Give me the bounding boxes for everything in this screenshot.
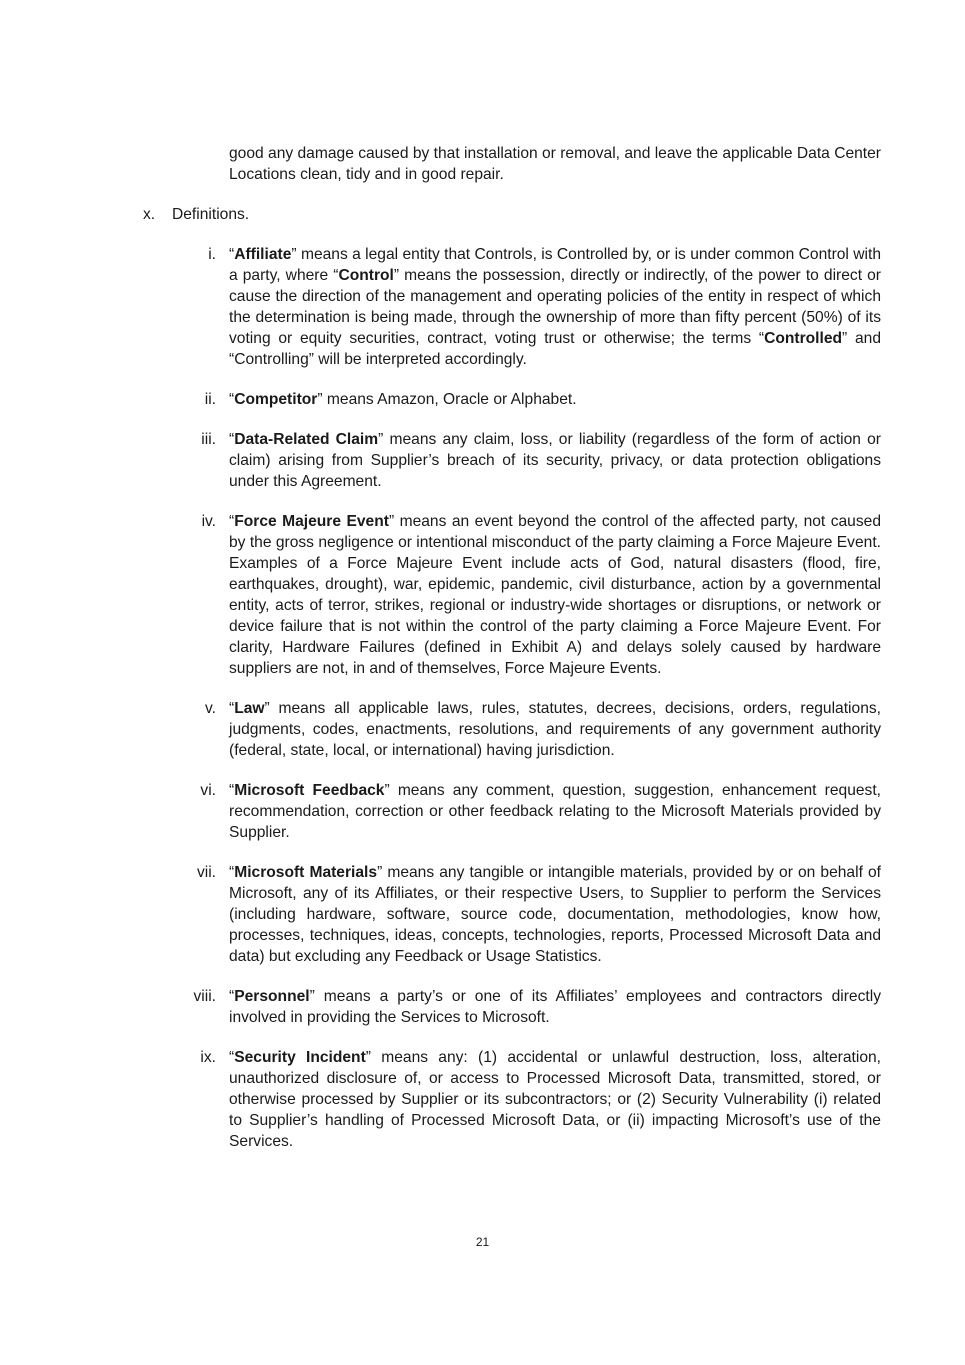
open-quote: “ bbox=[229, 988, 235, 1005]
defined-term: Microsoft Materials bbox=[234, 864, 378, 881]
item-number: i. bbox=[208, 246, 216, 263]
definition-item bbox=[170, 389, 881, 410]
open-quote: “ bbox=[229, 513, 235, 530]
close-quote: ” bbox=[317, 391, 323, 408]
close-quote: ” bbox=[384, 782, 390, 799]
defined-term: Personnel bbox=[234, 988, 310, 1005]
definition-item bbox=[170, 429, 881, 492]
open-quote: “ bbox=[229, 391, 235, 408]
section-title: Definitions. bbox=[172, 206, 250, 223]
item-number: iv. bbox=[201, 513, 216, 530]
item-number: iii. bbox=[201, 431, 216, 448]
open-quote: “ bbox=[229, 246, 235, 263]
defined-term: Affiliate bbox=[234, 246, 292, 263]
defined-term: Competitor bbox=[234, 391, 318, 408]
definition-text: ” means the possession, directly or indirectly, of the power to direct or cause the direction of the management and operating policies of the entity in respect of which the determination is being made, through the ownership of more than fifty percent (50%) of its voting or equity securities, contract, voting trust or otherwise; the terms “ bbox=[229, 267, 881, 347]
item-number: vi. bbox=[200, 782, 216, 799]
close-quote: ” bbox=[378, 431, 384, 448]
definition-item bbox=[170, 1047, 881, 1152]
defined-term: Microsoft Feedback bbox=[234, 782, 385, 799]
open-quote: “ bbox=[229, 1049, 235, 1066]
open-quote: “ bbox=[229, 782, 235, 799]
defined-term: Control bbox=[338, 267, 394, 284]
item-number: ii. bbox=[204, 391, 216, 408]
close-quote: ” bbox=[377, 864, 383, 881]
section-number: x. bbox=[143, 206, 156, 223]
close-quote: ” bbox=[309, 988, 315, 1005]
definition-text: means an event beyond the control of the affected party, not caused by the gross negligence or intentional misconduct of the party claiming a Force Majeure Event. Examples of a Force Majeure Event include acts of God, natural disasters (flood, fire, earthquakes, drought), war, epidemic, pandemic, civil disturbance, action by a governmental entity, acts of terror, strikes, regional or industry-wide shortages or disruptions, or network or device failure that is not within the control of the party claiming a Force Majeure Event. For clarity, Hardware Failures (defined in Exhibit A) and delays solely caused by hardware suppliers are not, in and of themselves, Force Majeure Events. bbox=[229, 513, 881, 677]
definition-text: means all applicable laws, rules, statutes, decrees, decisions, orders, regulations, judgments, codes, enactments, resolutions, and requirements of any government authority (federal, state, local, or international) having jurisdiction. bbox=[229, 700, 881, 759]
page-number: 21 bbox=[475, 1235, 490, 1249]
defined-term: Data-Related Claim bbox=[234, 431, 379, 448]
definition-text: means any: (1) accidental or unlawful destruction, loss, alteration, unauthorized disclosure of, or access to Processed Microsoft Data, transmitted, stored, or otherwise processed by Supplier or its subcontractors; or (2) Security Vulnerability (i) related to Supplier’s handling of Processed Microsoft Data, or (ii) impacting Microsoft’s use of the Services. bbox=[229, 1049, 882, 1150]
definition-text: means any tangible or intangible materials, provided by or on behalf of Microsoft, any of its Affiliates, or their respective Users, to Supplier to perform the Services (including hardware, software, source code, documentation, methodologies, know how, processes, techniques, ideas, concepts, technologies, reports, Processed Microsoft Data and data) but excluding any Feedback or Usage Statistics. bbox=[229, 864, 881, 965]
definition-text: means any claim, loss, or liability (regardless of the form of action or claim) arising from Supplier’s breach of its security, privacy, or data protection obligations under this Agreement. bbox=[229, 431, 881, 490]
open-quote: “ bbox=[229, 431, 235, 448]
defined-term: Law bbox=[234, 700, 265, 717]
definitions-list bbox=[170, 244, 881, 1171]
close-quote: ” bbox=[291, 246, 297, 263]
close-quote: ” bbox=[365, 1049, 371, 1066]
definition-item bbox=[170, 511, 881, 679]
item-number: v. bbox=[205, 700, 216, 717]
item-number: vii. bbox=[196, 864, 216, 881]
definition-text: means a party’s or one of its Affiliates’ employees and contractors directly involved in providing the Services to Microsoft. bbox=[229, 988, 881, 1026]
definition-item bbox=[170, 780, 881, 843]
definition-item bbox=[170, 698, 881, 761]
definition-text: means a legal entity that Controls, is Controlled by, or is under common Control with a party, where “ bbox=[229, 246, 881, 284]
defined-term: Controlled bbox=[764, 330, 843, 347]
open-quote: “ bbox=[229, 700, 235, 717]
section-heading bbox=[143, 204, 249, 225]
defined-term: Security Incident bbox=[234, 1049, 366, 1066]
definition-item bbox=[170, 244, 881, 370]
continuation-paragraph: good any damage caused by that installation or removal, and leave the applicable Data Center Locations clean, tidy and in good repair. bbox=[229, 145, 881, 183]
definition-item bbox=[170, 986, 881, 1028]
close-quote: ” bbox=[388, 513, 395, 530]
definition-text: means Amazon, Oracle or Alphabet. bbox=[322, 391, 577, 408]
item-number: viii. bbox=[193, 988, 216, 1005]
definition-item bbox=[170, 862, 881, 967]
open-quote: “ bbox=[229, 864, 235, 881]
definition-text: ” and “Controlling” will be interpreted accordingly. bbox=[229, 330, 881, 368]
defined-term: Force Majeure Event bbox=[234, 513, 389, 530]
definition-text: means any comment, question, suggestion, enhancement request, recommendation, correction or other feedback relating to the Microsoft Materials provided by Supplier. bbox=[229, 782, 881, 841]
close-quote: ” bbox=[264, 700, 270, 717]
item-number: ix. bbox=[200, 1049, 216, 1066]
